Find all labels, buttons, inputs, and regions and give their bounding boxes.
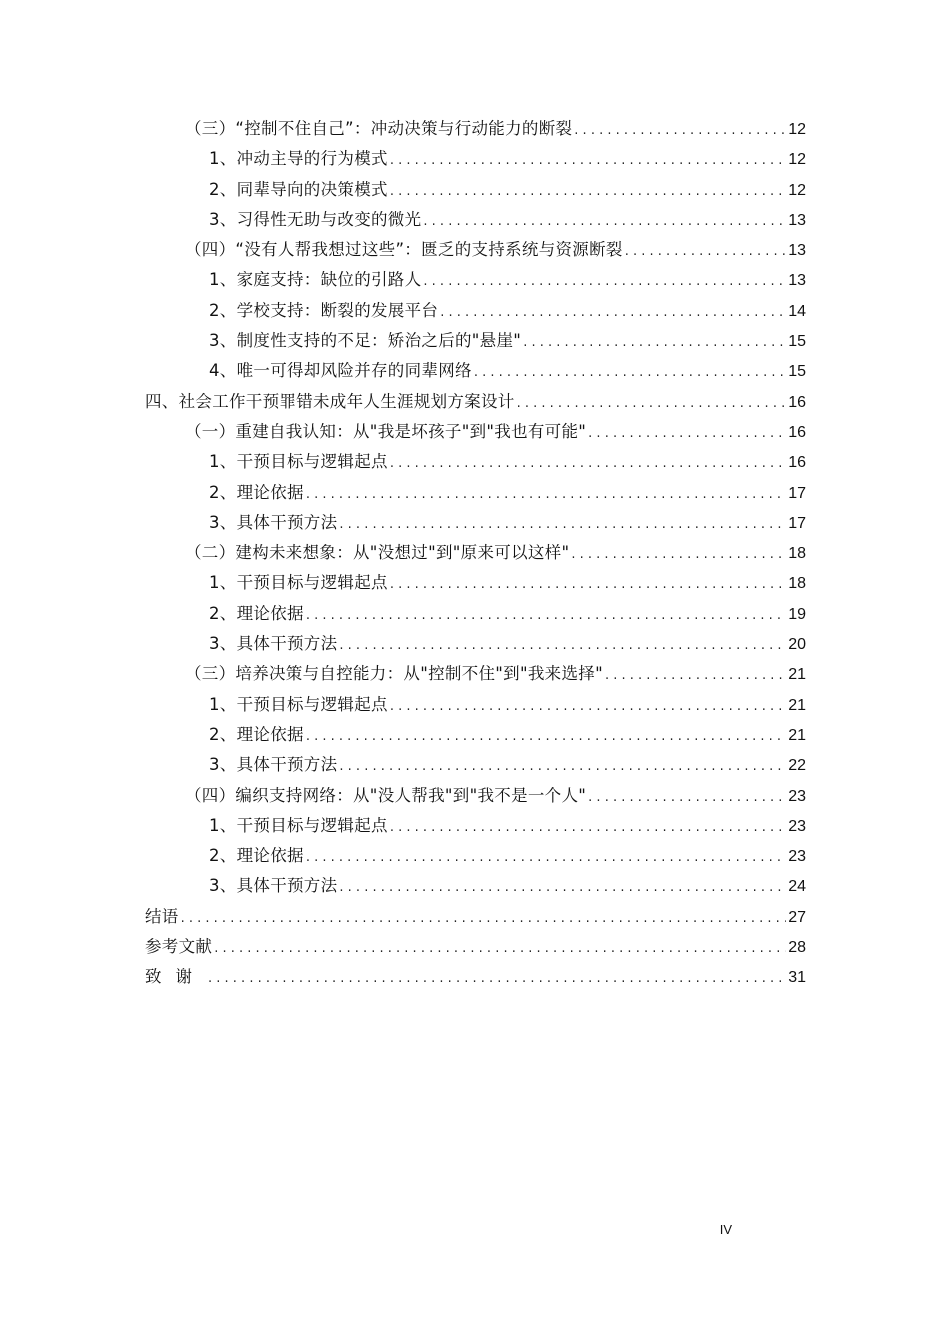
toc-entry-page: 13 <box>788 242 806 260</box>
toc-entry[interactable] <box>145 690 806 720</box>
toc-entry-page: 23 <box>788 848 806 866</box>
toc-entry-title: （二）建构未来想象：从"没想过"到"原来可以这样" <box>185 543 570 563</box>
toc-entry[interactable] <box>145 720 806 750</box>
toc-entry-title: 2、理论依据 <box>209 724 304 744</box>
toc-entry[interactable] <box>145 417 806 447</box>
toc-entry[interactable] <box>145 659 806 689</box>
toc-entry[interactable] <box>145 871 806 901</box>
toc-entry-page: 16 <box>788 393 806 411</box>
toc-entry-title: 2、同辈导向的决策模式 <box>209 179 388 199</box>
toc-entry-title: 4、唯一可得却风险并存的同辈网络 <box>209 361 472 381</box>
toc-entry-title: 2、理论依据 <box>209 603 304 623</box>
toc-entry[interactable] <box>145 296 806 326</box>
toc-entry-page: 28 <box>788 939 806 957</box>
toc-entry-page: 20 <box>788 636 806 654</box>
toc-entry[interactable] <box>145 205 806 235</box>
toc-entry-page: 27 <box>788 908 806 926</box>
toc-entry[interactable] <box>145 114 806 144</box>
toc-dot-leader <box>523 328 786 358</box>
toc-entry-page: 22 <box>788 757 806 775</box>
toc-entry[interactable] <box>145 175 806 205</box>
toc-dot-leader <box>214 934 786 964</box>
toc-entry[interactable] <box>145 750 806 780</box>
toc-entry-page: 18 <box>788 575 806 593</box>
toc-dot-leader <box>306 601 786 631</box>
toc-entry-title: 四、社会工作干预罪错未成年人生涯规划方案设计 <box>145 391 515 411</box>
toc-entry-page: 18 <box>788 545 806 563</box>
toc-entry-title: 结语 <box>145 906 179 926</box>
toc-entry-page: 13 <box>788 272 806 290</box>
toc-dot-leader <box>588 783 786 813</box>
toc-entry-title: 2、理论依据 <box>209 846 304 866</box>
toc-entry-page: 21 <box>788 726 806 744</box>
toc-entry-page: 14 <box>788 302 806 320</box>
toc-dot-leader <box>306 480 786 510</box>
toc-entry-title: 1、干预目标与逻辑起点 <box>209 694 388 714</box>
table-of-contents <box>145 114 806 993</box>
toc-entry-page: 17 <box>788 484 806 502</box>
toc-entry-page: 12 <box>788 121 806 138</box>
toc-dot-leader <box>474 358 786 388</box>
page-number: IV <box>719 1222 732 1237</box>
toc-entry-title: 1、冲动主导的行为模式 <box>209 149 388 169</box>
toc-dot-leader <box>423 267 786 297</box>
toc-entry[interactable] <box>145 841 806 871</box>
toc-dot-leader <box>390 692 786 722</box>
toc-entry-page: 24 <box>788 878 806 896</box>
toc-dot-leader <box>339 510 786 540</box>
toc-entry-title: 3、具体干预方法 <box>209 512 338 532</box>
toc-entry[interactable] <box>145 478 806 508</box>
toc-dot-leader <box>208 964 786 994</box>
toc-entry-page: 12 <box>788 151 806 169</box>
toc-dot-leader <box>440 298 786 328</box>
toc-entry-title: 3、习得性无助与改变的微光 <box>209 209 422 229</box>
toc-entry-page: 23 <box>788 787 806 805</box>
toc-entry[interactable] <box>145 387 806 417</box>
toc-entry[interactable] <box>145 508 806 538</box>
toc-entry-page: 31 <box>788 969 806 987</box>
toc-entry-page: 16 <box>788 454 806 472</box>
toc-entry-page: 15 <box>788 363 806 381</box>
toc-entry[interactable] <box>145 144 806 174</box>
toc-dot-leader <box>339 752 786 782</box>
toc-entry-title: 3、具体干预方法 <box>209 755 338 775</box>
toc-entry[interactable] <box>145 811 806 841</box>
toc-entry[interactable] <box>145 599 806 629</box>
toc-dot-leader <box>390 449 786 479</box>
toc-entry-page: 15 <box>788 333 806 351</box>
toc-entry-page: 21 <box>788 666 806 684</box>
toc-entry-title: （三）“控制不住自己”：冲动决策与行动能力的断裂 <box>185 119 573 138</box>
toc-dot-leader <box>390 570 786 600</box>
toc-dot-leader <box>390 177 786 207</box>
toc-entry-page: 13 <box>788 211 806 229</box>
toc-entry[interactable] <box>145 932 806 962</box>
toc-entry-page: 19 <box>788 605 806 623</box>
toc-entry[interactable] <box>145 629 806 659</box>
toc-dot-leader <box>306 843 786 873</box>
toc-dot-leader <box>181 904 787 934</box>
toc-dot-leader <box>390 146 786 176</box>
toc-dot-leader <box>339 631 786 661</box>
toc-entry-title: 1、干预目标与逻辑起点 <box>209 815 388 835</box>
toc-entry-page: 21 <box>788 696 806 714</box>
toc-entry-title: 1、干预目标与逻辑起点 <box>209 573 388 593</box>
toc-dot-leader <box>605 661 786 691</box>
toc-entry-title: 3、具体干预方法 <box>209 876 338 896</box>
toc-dot-leader <box>339 873 786 903</box>
toc-entry-title: （四）编织支持网络：从"没人帮我"到"我不是一个人" <box>185 785 587 805</box>
toc-dot-leader <box>625 237 787 267</box>
toc-entry-title: 3、具体干预方法 <box>209 634 338 654</box>
toc-entry[interactable] <box>145 447 806 477</box>
toc-entry-title: （四）“没有人帮我想过这些”：匮乏的支持系统与资源断裂 <box>185 240 623 260</box>
toc-dot-leader <box>571 540 786 570</box>
toc-entry-page: 23 <box>788 817 806 835</box>
toc-entry-title: （一）重建自我认知：从"我是坏孩子"到"我也有可能" <box>185 421 587 441</box>
toc-dot-leader <box>390 813 786 843</box>
toc-entry-title: 参考文献 <box>145 937 213 957</box>
toc-dot-leader <box>306 722 786 752</box>
toc-entry-title: 1、家庭支持：缺位的引路人 <box>209 270 422 290</box>
toc-entry-title: 3、制度性支持的不足：矫治之后的"悬崖" <box>209 331 522 351</box>
toc-entry[interactable] <box>145 265 806 295</box>
toc-entry[interactable] <box>145 326 806 356</box>
toc-entry[interactable] <box>145 568 806 598</box>
toc-dot-leader <box>423 207 786 237</box>
toc-entry-title: 2、学校支持：断裂的发展平台 <box>209 300 439 320</box>
toc-entry[interactable] <box>145 235 806 265</box>
toc-entry-title: 1、干预目标与逻辑起点 <box>209 452 388 472</box>
toc-entry-title: （三）培养决策与自控能力：从"控制不住"到"我来选择" <box>185 664 603 684</box>
toc-entry-title: 致谢 <box>145 967 206 987</box>
toc-entry-page: 12 <box>788 181 806 199</box>
toc-dot-leader <box>588 419 786 449</box>
toc-entry[interactable] <box>145 902 806 932</box>
toc-entry-page: 16 <box>788 423 806 441</box>
toc-entry[interactable] <box>145 538 806 568</box>
toc-dot-leader <box>574 116 786 146</box>
toc-dot-leader <box>517 389 787 419</box>
toc-entry-title: 2、理论依据 <box>209 482 304 502</box>
toc-entry-page: 17 <box>788 514 806 532</box>
toc-entry[interactable] <box>145 356 806 386</box>
toc-entry[interactable] <box>145 962 806 992</box>
toc-entry[interactable] <box>145 781 806 811</box>
